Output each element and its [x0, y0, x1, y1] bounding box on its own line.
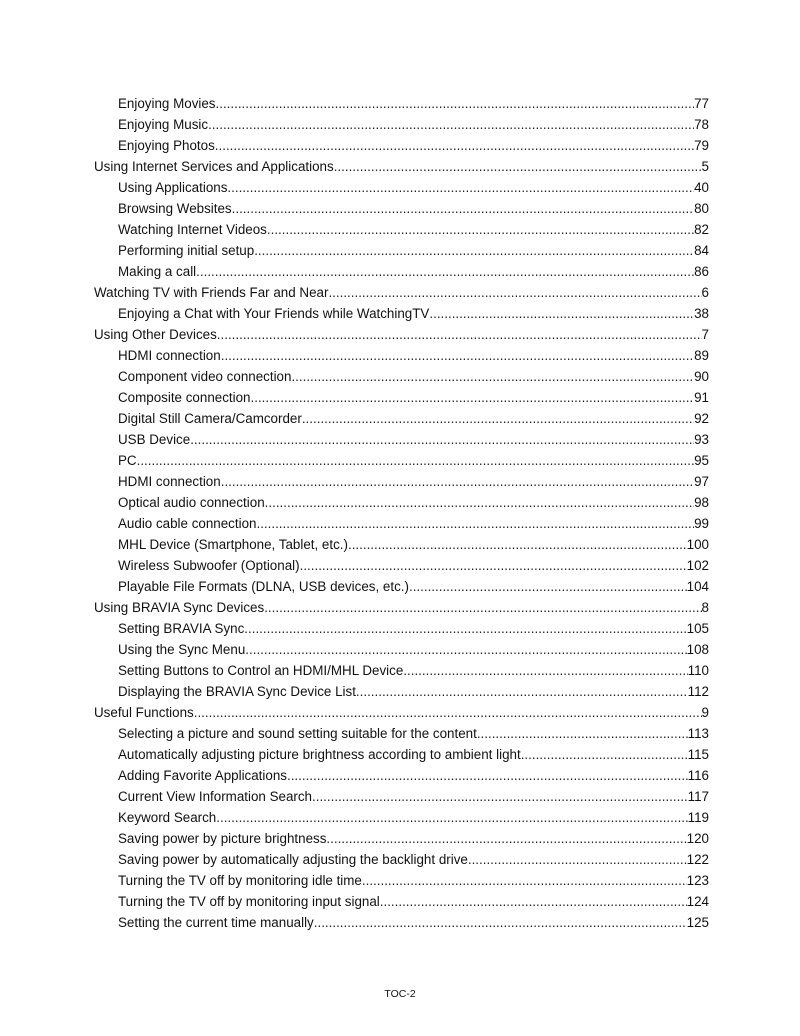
toc-entry-page-number: 110	[687, 663, 709, 678]
toc-entry[interactable]	[94, 639, 709, 660]
toc-entry-title: Turning the TV off by monitoring input signal	[118, 894, 380, 909]
toc-entry[interactable]	[94, 744, 709, 765]
toc-dot-leader	[521, 744, 688, 765]
toc-entry[interactable]	[94, 156, 709, 177]
toc-dot-leader	[348, 534, 687, 555]
toc-entry-page-number: 91	[694, 390, 709, 405]
toc-entry[interactable]	[94, 366, 709, 387]
toc-entry[interactable]	[94, 786, 709, 807]
toc-entry-title: Setting Buttons to Control an HDMI/MHL Device	[118, 663, 404, 678]
toc-entry[interactable]	[94, 282, 709, 303]
toc-entry[interactable]	[94, 471, 709, 492]
toc-entry-title: Composite connection	[118, 390, 251, 405]
toc-entry[interactable]	[94, 576, 709, 597]
toc-entry-page-number: 86	[694, 264, 709, 279]
toc-dot-leader	[265, 492, 694, 513]
toc-entry-title: USB Device	[118, 432, 191, 447]
toc-entry[interactable]	[94, 345, 709, 366]
toc-entry-page-number: 78	[694, 117, 709, 132]
toc-dot-leader	[291, 366, 694, 387]
toc-entry-page-number: 6	[701, 285, 709, 300]
toc-entry-title: HDMI connection	[118, 348, 221, 363]
toc-dot-leader	[256, 513, 694, 534]
toc-entry-title: Useful Functions	[94, 705, 194, 720]
toc-entry-page-number: 89	[694, 348, 709, 363]
toc-dot-leader	[227, 177, 694, 198]
toc-entry-page-number: 113	[687, 726, 709, 741]
toc-entry[interactable]	[94, 408, 709, 429]
toc-dot-leader	[380, 891, 687, 912]
toc-entry-page-number: 117	[687, 789, 709, 804]
toc-entry-page-number: 92	[694, 411, 709, 426]
table-of-contents	[94, 93, 709, 933]
toc-entry[interactable]	[94, 93, 709, 114]
toc-entry[interactable]	[94, 219, 709, 240]
toc-entry-page-number: 5	[701, 159, 709, 174]
toc-entry-page-number: 7	[701, 327, 709, 342]
toc-entry[interactable]	[94, 450, 709, 471]
toc-entry[interactable]	[94, 324, 709, 345]
toc-dot-leader	[334, 156, 702, 177]
toc-entry-title: Wireless Subwoofer (Optional)	[118, 558, 300, 573]
toc-entry[interactable]	[94, 702, 709, 723]
toc-dot-leader	[245, 639, 686, 660]
toc-entry-page-number: 108	[686, 642, 709, 657]
toc-entry-page-number: 95	[694, 453, 709, 468]
toc-entry-title: Selecting a picture and sound setting suitable for the content	[118, 726, 477, 741]
toc-entry[interactable]	[94, 387, 709, 408]
toc-entry[interactable]	[94, 681, 709, 702]
toc-entry[interactable]	[94, 240, 709, 261]
toc-entry-title: Using Other Devices	[94, 327, 217, 342]
toc-dot-leader	[477, 723, 688, 744]
toc-dot-leader	[216, 93, 695, 114]
toc-dot-leader	[356, 681, 688, 702]
toc-entry[interactable]	[94, 807, 709, 828]
toc-entry-title: Enjoying Photos	[118, 138, 215, 153]
toc-dot-leader	[468, 849, 687, 870]
toc-dot-leader	[137, 450, 694, 471]
toc-entry-title: Adding Favorite Applications	[118, 768, 287, 783]
toc-entry-title: Keyword Search	[118, 810, 217, 825]
toc-entry-page-number: 100	[686, 537, 709, 552]
toc-entry-page-number: 112	[687, 684, 709, 699]
toc-dot-leader	[328, 282, 701, 303]
toc-entry-title: PC	[118, 453, 137, 468]
toc-entry-title: HDMI connection	[118, 474, 221, 489]
toc-entry[interactable]	[94, 177, 709, 198]
toc-entry-page-number: 38	[694, 306, 709, 321]
toc-entry[interactable]	[94, 723, 709, 744]
toc-entry-title: Enjoying a Chat with Your Friends while WatchingTV	[118, 306, 430, 321]
toc-dot-leader	[409, 576, 687, 597]
toc-entry[interactable]	[94, 618, 709, 639]
toc-entry-title: Setting BRAVIA Sync	[118, 621, 245, 636]
toc-entry-title: Current View Information Search	[118, 789, 313, 804]
toc-dot-leader	[287, 765, 688, 786]
toc-entry-page-number: 80	[694, 201, 709, 216]
toc-entry[interactable]	[94, 261, 709, 282]
toc-entry-title: Displaying the BRAVIA Sync Device List	[118, 684, 356, 699]
toc-entry-page-number: 104	[686, 579, 709, 594]
toc-entry[interactable]	[94, 534, 709, 555]
toc-dot-leader	[221, 345, 694, 366]
toc-dot-leader	[267, 219, 694, 240]
toc-dot-leader	[302, 408, 694, 429]
toc-entry[interactable]	[94, 828, 709, 849]
toc-entry-title: Using BRAVIA Sync Devices	[94, 600, 265, 615]
toc-entry-page-number: 93	[694, 432, 709, 447]
toc-entry-page-number: 122	[686, 852, 709, 867]
toc-entry-title: Enjoying Movies	[118, 96, 216, 111]
toc-entry-page-number: 125	[686, 915, 709, 930]
toc-dot-leader	[300, 555, 687, 576]
toc-entry-page-number: 8	[701, 600, 709, 615]
toc-entry[interactable]	[94, 870, 709, 891]
toc-entry-title: Audio cable connection	[118, 516, 257, 531]
toc-entry-page-number: 82	[694, 222, 709, 237]
toc-entry-page-number: 97	[694, 474, 709, 489]
toc-entry-page-number: 90	[694, 369, 709, 384]
toc-dot-leader	[251, 387, 695, 408]
toc-dot-leader	[264, 597, 701, 618]
toc-entry-title: Playable File Formats (DLNA, USB devices, etc.)	[118, 579, 409, 594]
toc-entry-title: Using Internet Services and Applications	[94, 159, 334, 174]
toc-entry[interactable]	[94, 135, 709, 156]
toc-dot-leader	[429, 303, 694, 324]
toc-entry[interactable]	[94, 849, 709, 870]
toc-entry[interactable]	[94, 513, 709, 534]
toc-entry[interactable]	[94, 912, 709, 933]
toc-entry-title: Using Applications	[118, 180, 228, 195]
toc-entry-page-number: 116	[687, 768, 709, 783]
toc-entry[interactable]	[94, 198, 709, 219]
toc-entry-title: Saving power by automatically adjusting the backlight drive	[118, 852, 468, 867]
toc-entry-title: Performing initial setup	[118, 243, 255, 258]
toc-entry[interactable]	[94, 429, 709, 450]
toc-entry-title: Browsing Websites	[118, 201, 232, 216]
toc-dot-leader	[216, 807, 687, 828]
toc-entry[interactable]	[94, 555, 709, 576]
toc-dot-leader	[196, 261, 694, 282]
toc-entry-page-number: 102	[686, 558, 709, 573]
toc-entry-page-number: 105	[686, 621, 709, 636]
toc-dot-leader	[217, 324, 702, 345]
toc-dot-leader	[254, 240, 694, 261]
toc-entry-title: Digital Still Camera/Camcorder	[118, 411, 302, 426]
toc-dot-leader	[403, 660, 687, 681]
toc-entry[interactable]	[94, 303, 709, 324]
toc-dot-leader	[312, 786, 688, 807]
toc-entry-page-number: 99	[694, 516, 709, 531]
toc-dot-leader	[244, 618, 686, 639]
toc-entry-title: Setting the current time manually	[118, 915, 314, 930]
toc-entry-title: Making a call	[118, 264, 197, 279]
toc-dot-leader	[190, 429, 694, 450]
toc-dot-leader	[362, 870, 687, 891]
toc-dot-leader	[326, 828, 686, 849]
toc-entry[interactable]	[94, 114, 709, 135]
toc-entry-page-number: 98	[694, 495, 709, 510]
toc-entry-title: MHL Device (Smartphone, Tablet, etc.)	[118, 537, 348, 552]
toc-entry-title: Using the Sync Menu	[118, 642, 246, 657]
toc-dot-leader	[232, 198, 694, 219]
toc-entry-title: Automatically adjusting picture brightness according to ambient light	[118, 747, 521, 762]
toc-entry-title: Watching Internet Videos	[118, 222, 267, 237]
toc-entry-page-number: 84	[694, 243, 709, 258]
toc-entry-title: Saving power by picture brightness	[118, 831, 327, 846]
toc-dot-leader	[221, 471, 694, 492]
toc-entry-page-number: 40	[694, 180, 709, 195]
toc-entry[interactable]	[94, 597, 709, 618]
page-footer-label: TOC-2	[384, 988, 416, 1000]
toc-entry[interactable]	[94, 891, 709, 912]
toc-entry-title: Watching TV with Friends Far and Near	[94, 285, 329, 300]
toc-entry-page-number: 115	[687, 747, 709, 762]
toc-dot-leader	[314, 912, 687, 933]
toc-entry-title: Component video connection	[118, 369, 292, 384]
toc-entry-title: Optical audio connection	[118, 495, 265, 510]
toc-entry-page-number: 119	[687, 810, 709, 825]
toc-entry-page-number: 79	[694, 138, 709, 153]
toc-entry[interactable]	[94, 492, 709, 513]
toc-entry-title: Enjoying Music	[118, 117, 209, 132]
toc-entry[interactable]	[94, 765, 709, 786]
toc-entry-page-number: 77	[694, 96, 709, 111]
toc-entry-page-number: 120	[686, 831, 709, 846]
toc-entry-page-number: 123	[686, 873, 709, 888]
toc-entry-page-number: 124	[686, 894, 709, 909]
toc-entry[interactable]	[94, 660, 709, 681]
toc-entry-page-number: 9	[701, 705, 709, 720]
toc-dot-leader	[215, 135, 694, 156]
toc-dot-leader	[194, 702, 702, 723]
toc-entry-title: Turning the TV off by monitoring idle time	[118, 873, 362, 888]
toc-dot-leader	[208, 114, 694, 135]
